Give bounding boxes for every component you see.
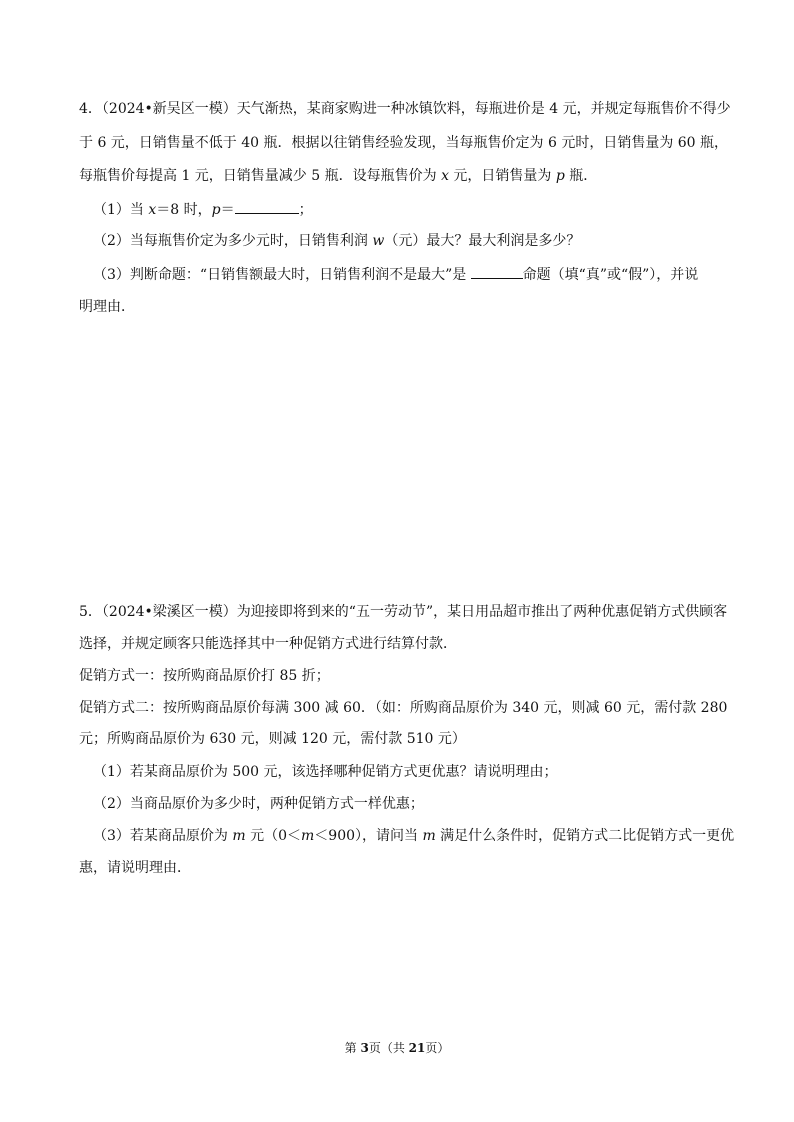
q5-sub3-text: （3）若某商品原价为	[93, 828, 233, 844]
q4-sub2	[93, 231, 580, 251]
q5-sub3-text: ＜900），请问当	[314, 828, 423, 844]
q5-sub3	[93, 826, 734, 846]
q5-sub2: （2）当商品原价为多少时，两种促销方式一样优惠；	[93, 796, 424, 812]
var-p: p	[555, 168, 565, 184]
q4-text: 元，日销售量为	[448, 168, 556, 184]
var-p: p	[211, 202, 221, 218]
q4-stem-line1: 4．（2024•新吴区一模）天气渐热，某商家购进一种冰镇饮料，每瓶进价是 4 元，并规定每瓶售价不得少	[79, 101, 731, 117]
var-m: m	[422, 828, 436, 844]
q5-promo-1: 促销方式一：按所购商品原价打 85 折；	[79, 668, 330, 684]
page-number: 3	[360, 1041, 369, 1055]
footer-text: 页）	[425, 1041, 450, 1055]
var-x: x	[441, 168, 449, 184]
q5-sub3-cont: 惠，请说明理由．	[79, 860, 191, 876]
q5-sub1: （1）若某商品原价为 500 元，该选择哪种促销方式更优惠？请说明理由；	[93, 764, 558, 780]
answer-blank[interactable]	[471, 264, 523, 279]
q5-stem-line2: 选择，并规定顾客只能选择其中一种促销方式进行结算付款．	[79, 636, 457, 652]
q4-text: 每瓶售价每提高 1 元，日销售量减少 5 瓶．设每瓶售价为	[79, 168, 442, 184]
answer-blank[interactable]	[235, 199, 299, 214]
q4-stem-line2: 于 6 元，日销售量不低于 40 瓶．根据以往销售经验发现，当每瓶售价定为 6 元时，日销售量为 60 瓶，	[79, 135, 729, 151]
q4-sub1	[93, 199, 313, 220]
q4-sub3-text: 命题（填“真”或“假”），并说	[522, 267, 699, 283]
q4-sub3	[93, 264, 698, 285]
var-m: m	[301, 828, 315, 844]
q5-promo-2: 促销方式二：按所购商品原价每满 300 减 60．（如：所购商品原价为 340 元，则减 60 元，需付款 280	[79, 700, 728, 716]
q4-text: 瓶．	[564, 168, 598, 184]
footer-text: 页（共	[368, 1041, 409, 1055]
q4-sub1-text: （1）当	[93, 202, 149, 218]
q4-sub1-text: ＝	[220, 202, 235, 218]
footer-text: 第	[344, 1041, 361, 1055]
q5-sub3-text: 满足什么条件时，促销方式二比促销方式一更优	[435, 828, 735, 844]
q5-promo-2-cont: 元；所购商品原价为 630 元，则减 120 元，需付款 510 元）	[79, 731, 466, 747]
q4-sub2-text: （2）当每瓶售价定为多少元时，日销售利润	[93, 233, 373, 249]
var-m: m	[232, 828, 246, 844]
q4-sub3-cont: 明理由．	[79, 299, 135, 315]
q4-sub2-text: （元）最大？最大利润是多少？	[384, 233, 581, 249]
q5-stem-line1: 5．（2024•梁溪区一模）为迎接即将到来的“五一劳动节”，某日用品超市推出了两种优惠促销方式供顾客	[79, 604, 728, 620]
var-x: x	[148, 202, 157, 218]
q4-sub1-text: ＝8 时，	[156, 202, 212, 218]
page-footer	[0, 1040, 794, 1056]
var-w: w	[372, 233, 385, 249]
q4-stem-line3	[79, 166, 597, 186]
q4-sub3-text: （3）判断命题：“日销售额最大时，日销售利润不是最大”是	[93, 267, 471, 283]
q5-sub3-text: 元（0＜	[245, 828, 301, 844]
q4-sub1-text: ；	[298, 202, 313, 218]
total-pages: 21	[408, 1041, 426, 1055]
